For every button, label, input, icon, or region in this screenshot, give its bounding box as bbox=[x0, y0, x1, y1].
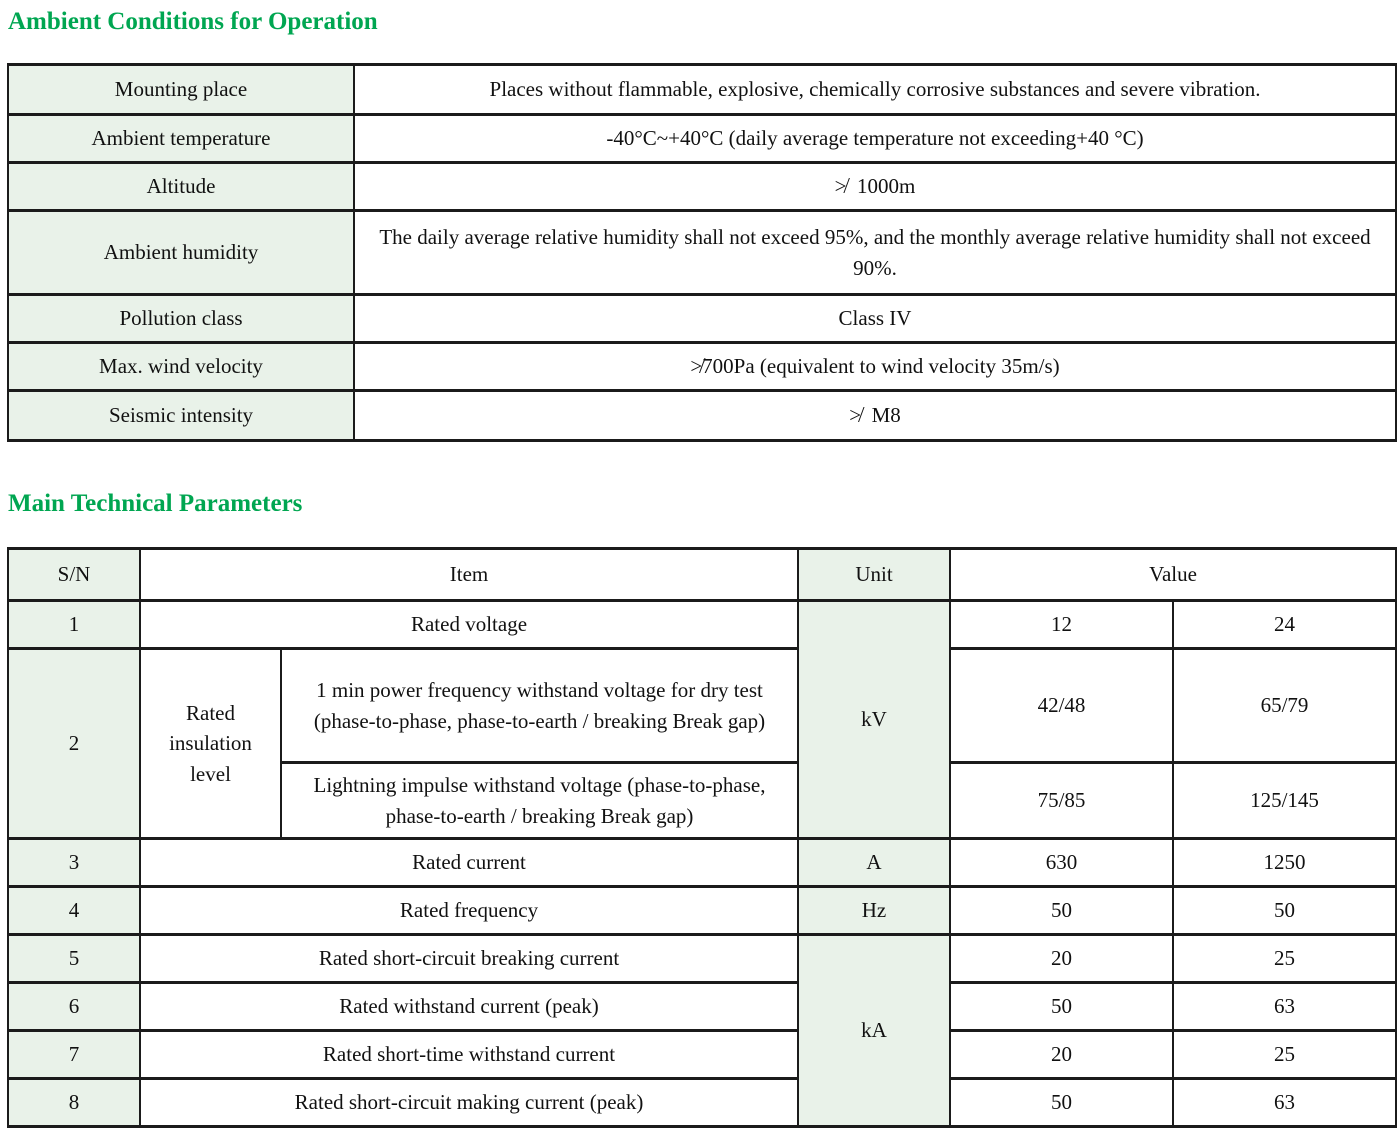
ambient-row-label: Pollution class bbox=[8, 295, 354, 343]
ambient-conditions-table bbox=[7, 63, 1397, 442]
ambient-conditions-section bbox=[7, 63, 1397, 442]
table-row bbox=[8, 839, 1396, 887]
unit-cell-hz: Hz bbox=[798, 887, 950, 935]
sn-cell: 8 bbox=[8, 1079, 140, 1127]
technical-parameters-section bbox=[7, 547, 1397, 1128]
ambient-row-value: The daily average relative humidity shall not exceed 95%, and the monthly average relative humidity shall not exceed 90%. bbox=[354, 211, 1396, 295]
value-cell: 20 bbox=[950, 1031, 1173, 1079]
ambient-row-label: Ambient humidity bbox=[8, 211, 354, 295]
ambient-row-label: Altitude bbox=[8, 163, 354, 211]
col-header-item: Item bbox=[140, 549, 798, 601]
table-row bbox=[8, 211, 1396, 295]
unit-cell-kv: kV bbox=[798, 601, 950, 839]
value-cell: 63 bbox=[1173, 1079, 1396, 1127]
sn-cell: 7 bbox=[8, 1031, 140, 1079]
value-cell: 50 bbox=[950, 983, 1173, 1031]
table-header-row bbox=[8, 549, 1396, 601]
sn-cell: 5 bbox=[8, 935, 140, 983]
item-group-cell: Rated insulation level bbox=[140, 649, 281, 839]
ambient-row-label: Ambient temperature bbox=[8, 115, 354, 163]
ambient-row-value: Places without flammable, explosive, chemically corrosive substances and severe vibration. bbox=[354, 65, 1396, 115]
ambient-row-value: ≯ 1000m bbox=[354, 163, 1396, 211]
sn-cell: 2 bbox=[8, 649, 140, 839]
table-row bbox=[8, 391, 1396, 441]
sn-cell: 3 bbox=[8, 839, 140, 887]
col-header-unit: Unit bbox=[798, 549, 950, 601]
table-row bbox=[8, 115, 1396, 163]
sn-cell: 6 bbox=[8, 983, 140, 1031]
value-cell: 25 bbox=[1173, 1031, 1396, 1079]
table-row bbox=[8, 601, 1396, 649]
item-cell: Rated withstand current (peak) bbox=[140, 983, 798, 1031]
item-cell: Rated current bbox=[140, 839, 798, 887]
table-row bbox=[8, 1079, 1396, 1127]
value-cell: 65/79 bbox=[1173, 649, 1396, 763]
value-cell: 125/145 bbox=[1173, 763, 1396, 839]
sn-cell: 4 bbox=[8, 887, 140, 935]
value-cell: 42/48 bbox=[950, 649, 1173, 763]
unit-cell-ka: kA bbox=[798, 935, 950, 1127]
unit-cell-a: A bbox=[798, 839, 950, 887]
value-cell: 20 bbox=[950, 935, 1173, 983]
table-row bbox=[8, 65, 1396, 115]
item-cell: Rated short-circuit breaking current bbox=[140, 935, 798, 983]
col-header-value: Value bbox=[950, 549, 1396, 601]
table-row bbox=[8, 935, 1396, 983]
value-cell: 25 bbox=[1173, 935, 1396, 983]
value-cell: 1250 bbox=[1173, 839, 1396, 887]
ambient-row-value: ≯700Pa (equivalent to wind velocity 35m/s) bbox=[354, 343, 1396, 391]
section-title-ambient-conditions: Ambient Conditions for Operation bbox=[8, 8, 378, 35]
ambient-row-label: Max. wind velocity bbox=[8, 343, 354, 391]
value-cell: 24 bbox=[1173, 601, 1396, 649]
value-cell: 63 bbox=[1173, 983, 1396, 1031]
value-cell: 50 bbox=[950, 887, 1173, 935]
table-row bbox=[8, 343, 1396, 391]
sn-cell: 1 bbox=[8, 601, 140, 649]
value-cell: 630 bbox=[950, 839, 1173, 887]
table-row bbox=[8, 649, 1396, 763]
ambient-row-value: -40°C~+40°C (daily average temperature not exceeding+40 °C) bbox=[354, 115, 1396, 163]
item-cell: Rated frequency bbox=[140, 887, 798, 935]
table-row bbox=[8, 887, 1396, 935]
table-row bbox=[8, 1031, 1396, 1079]
item-cell: Rated voltage bbox=[140, 601, 798, 649]
value-cell: 50 bbox=[1173, 887, 1396, 935]
value-cell: 75/85 bbox=[950, 763, 1173, 839]
table-row bbox=[8, 983, 1396, 1031]
item-sub-cell: 1 min power frequency withstand voltage for dry test (phase-to-phase, phase-to-earth / breaking Break gap) bbox=[281, 649, 798, 763]
item-sub-cell: Lightning impulse withstand voltage (phase-to-phase, phase-to-earth / breaking Break gap) bbox=[281, 763, 798, 839]
table-row bbox=[8, 163, 1396, 211]
ambient-row-label: Seismic intensity bbox=[8, 391, 354, 441]
value-cell: 50 bbox=[950, 1079, 1173, 1127]
item-cell: Rated short-time withstand current bbox=[140, 1031, 798, 1079]
ambient-row-value: Class IV bbox=[354, 295, 1396, 343]
ambient-row-label: Mounting place bbox=[8, 65, 354, 115]
ambient-row-value: ≯ M8 bbox=[354, 391, 1396, 441]
technical-parameters-table bbox=[7, 547, 1397, 1128]
table-row bbox=[8, 295, 1396, 343]
item-cell: Rated short-circuit making current (peak) bbox=[140, 1079, 798, 1127]
col-header-sn: S/N bbox=[8, 549, 140, 601]
section-title-main-technical-parameters: Main Technical Parameters bbox=[8, 490, 303, 517]
value-cell: 12 bbox=[950, 601, 1173, 649]
